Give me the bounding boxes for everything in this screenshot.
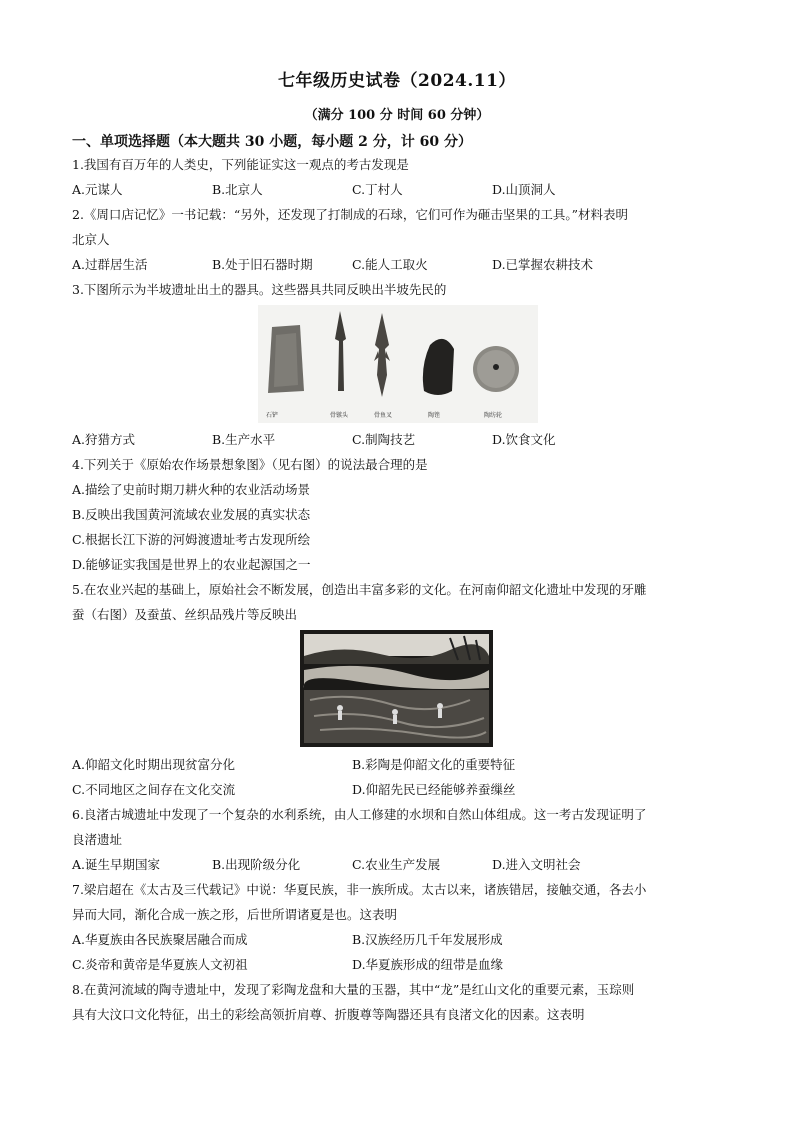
q5-option-b: B.彩陶是仰韶文化的重要特征 xyxy=(352,757,516,772)
q7-option-c: C.炎帝和黄帝是华夏族人文初祖 xyxy=(72,957,248,972)
q2-option-a: A.过群居生活 xyxy=(72,257,148,272)
q6-option-a: A.诞生早期国家 xyxy=(72,857,161,872)
q4-option-d: D.能够证实我国是世界上的农业起源国之一 xyxy=(72,557,311,572)
q6-option-c: C.农业生产发展 xyxy=(352,857,441,872)
q4-option-b: B.反映出我国黄河流域农业发展的真实状态 xyxy=(72,507,311,522)
q6-option-b: B.出现阶级分化 xyxy=(212,857,301,872)
section-heading: 一、单项选择题（本大题共 30 小题，每小题 2 分，计 60 分） xyxy=(72,134,472,150)
primitive-farming-scene-image xyxy=(300,630,493,747)
q7-option-a: A.华夏族由各民族聚居融合而成 xyxy=(72,932,248,947)
question-5-stem: 5.在农业兴起的基础上，原始社会不断发展，创造出丰富多彩的文化。在河南仰韶文化遗址中发现的牙雕 xyxy=(72,582,647,597)
caption-stone-shovel: 石铲 xyxy=(266,412,279,419)
question-6-stem-cont: 良渚遗址 xyxy=(72,832,123,847)
question-8-stem-cont: 具有大汶口文化特征，出土的彩绘高领折肩尊、折腹尊等陶器还具有良渚文化的因素。这表明 xyxy=(72,1007,585,1022)
caption-pottery-file: 陶锉 xyxy=(428,412,441,419)
banpo-artifacts-figure xyxy=(258,305,538,423)
exam-title: 七年级历史试卷（2024.11） xyxy=(278,71,516,91)
q3-option-c: C.制陶技艺 xyxy=(352,432,416,447)
question-7-stem-cont: 异而大同，渐化合成一族之形，后世所谓诸夏是也。这表明 xyxy=(72,907,398,922)
q5-option-a: A.仰韶文化时期出现贫富分化 xyxy=(72,757,236,772)
q2-option-d: D.已掌握农耕技术 xyxy=(492,257,594,272)
question-3-stem: 3.下图所示为半坡遗址出土的器具。这些器具共同反映出半坡先民的 xyxy=(72,282,447,297)
question-6-stem: 6.良渚古城遗址中发现了一个复杂的水利系统，由人工修建的水坝和自然山体组成。这一考古发现证明了 xyxy=(72,807,647,822)
q1-option-b: B.北京人 xyxy=(212,182,263,197)
q3-option-a: A.狩猎方式 xyxy=(72,432,136,447)
q1-option-c: C.丁村人 xyxy=(352,182,403,197)
question-2-stem-cont: 北京人 xyxy=(72,232,110,247)
q7-option-b: B.汉族经历几千年发展形成 xyxy=(352,932,503,947)
q3-option-d: D.饮食文化 xyxy=(492,432,556,447)
q1-option-d: D.山顶洞人 xyxy=(492,182,556,197)
caption-spindle-whorl: 陶纺轮 xyxy=(484,412,503,419)
q2-option-c: C.能人工取火 xyxy=(352,257,428,272)
q2-option-b: B.处于旧石器时期 xyxy=(212,257,313,272)
question-4-stem: 4.下列关于《原始农作场景想象图》（见右图）的说法最合理的是 xyxy=(72,457,428,472)
q4-option-a: A.描绘了史前时期刀耕火种的农业活动场景 xyxy=(72,482,311,497)
caption-bone-fish-spear: 骨鱼叉 xyxy=(374,412,393,419)
question-5-stem-cont: 蚕（右图）及蚕茧、丝织品残片等反映出 xyxy=(72,607,298,622)
question-1-stem: 1.我国有百万年的人类史，下列能证实这一观点的考古发现是 xyxy=(72,157,409,172)
question-7-stem: 7.梁启超在《太古及三代载记》中说：华夏民族，非一族所成。太古以来，诸族错居，接触交通，各去小 xyxy=(72,882,647,897)
question-8-stem: 8.在黄河流域的陶寺遗址中，发现了彩陶龙盘和大量的玉器，其中“龙”是红山文化的重要元素，玉琮则 xyxy=(72,982,635,997)
q3-option-b: B.生产水平 xyxy=(212,432,276,447)
q4-option-c: C.根据长江下游的河姆渡遗址考古发现所绘 xyxy=(72,532,311,547)
exam-subtitle: （满分 100 分 时间 60 分钟） xyxy=(304,108,490,123)
question-2-stem: 2.《周口店记忆》一书记载：“另外，还发现了打制成的石球，它们可作为砸击坚果的工具。”材料表明 xyxy=(72,207,628,222)
caption-bone-arrowhead: 骨镞头 xyxy=(330,412,349,419)
q5-option-d: D.仰韶先民已经能够养蚕缫丝 xyxy=(352,782,516,797)
q6-option-d: D.进入文明社会 xyxy=(492,857,581,872)
q7-option-d: D.华夏族形成的纽带是血缘 xyxy=(352,957,504,972)
q5-option-c: C.不同地区之间存在文化交流 xyxy=(72,782,236,797)
q1-option-a: A.元谋人 xyxy=(72,182,123,197)
